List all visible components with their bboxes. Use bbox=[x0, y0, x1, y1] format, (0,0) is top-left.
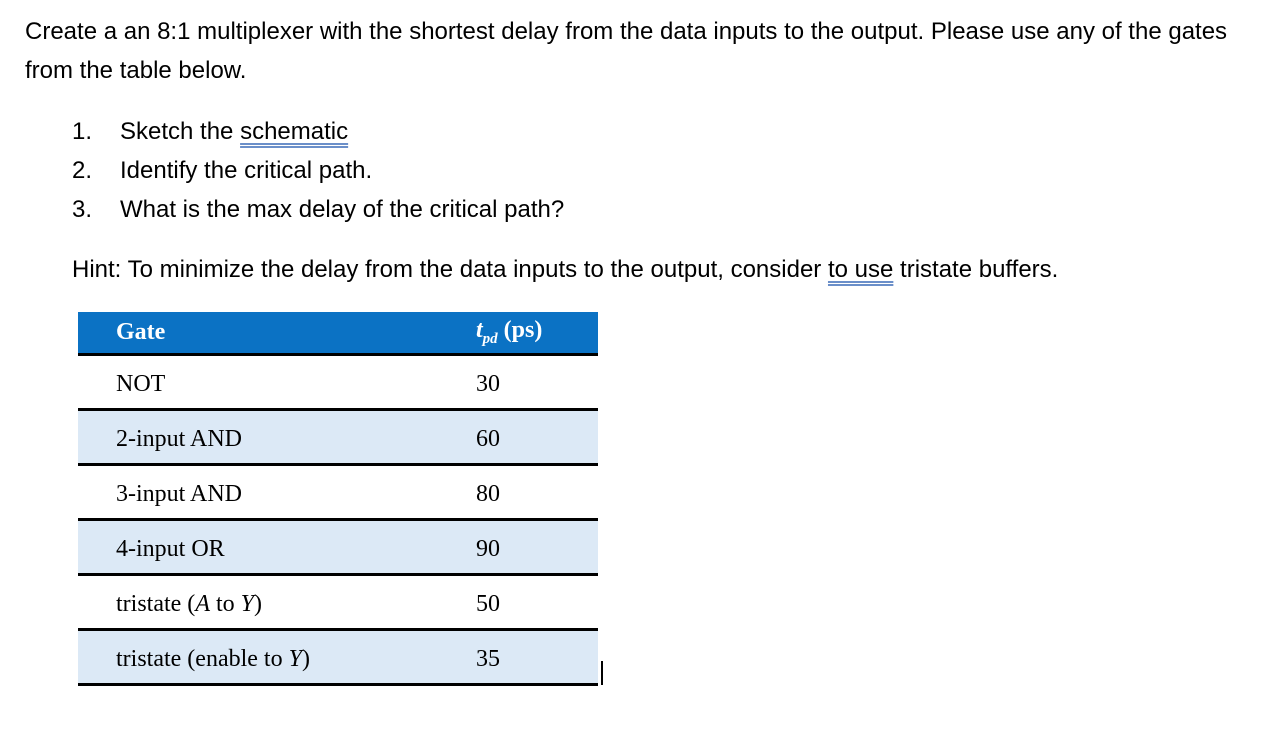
delay-cell: 60 bbox=[476, 425, 500, 452]
list-item bbox=[72, 114, 564, 153]
gate-text-close: ) bbox=[301, 645, 310, 672]
table-row bbox=[78, 356, 598, 411]
gate-delay-table bbox=[78, 312, 598, 686]
gate-text: tristate ( bbox=[116, 590, 196, 617]
gate-text-to: to bbox=[209, 590, 241, 617]
gate-text: tristate (enable to bbox=[116, 645, 289, 672]
table-row bbox=[78, 631, 598, 686]
gate-cell: 3-input AND bbox=[116, 480, 242, 507]
table-header bbox=[78, 312, 598, 356]
list-number: 2. bbox=[72, 157, 93, 184]
tpd-subscript: pd bbox=[482, 330, 498, 347]
to-use-link[interactable]: to use bbox=[827, 256, 894, 283]
gate-cell: 4-input OR bbox=[116, 535, 225, 562]
gate-input-a: A bbox=[195, 590, 210, 617]
hint-post: tristate buffers. bbox=[893, 256, 1059, 283]
gate-cell: 2-input AND bbox=[116, 425, 242, 452]
task-list bbox=[72, 114, 564, 231]
list-item bbox=[72, 192, 564, 231]
tpd-symbol: t bbox=[476, 317, 483, 344]
hint-pre: Hint: To minimize the delay from the data inputs to the output, consider bbox=[72, 256, 828, 283]
header-delay bbox=[438, 317, 542, 348]
hint-text bbox=[72, 253, 1058, 287]
list-number: 1. bbox=[72, 118, 93, 145]
table-row bbox=[78, 466, 598, 521]
list-text: Identify the critical path. bbox=[120, 157, 373, 184]
list-number: 3. bbox=[72, 196, 93, 223]
tpd-unit: (ps) bbox=[503, 317, 543, 344]
gate-output-y: Y bbox=[240, 590, 255, 617]
gate-output-y: Y bbox=[288, 645, 302, 672]
table-row bbox=[78, 576, 598, 631]
table-row bbox=[78, 411, 598, 466]
gate-cell bbox=[78, 591, 438, 618]
delay-cell: 50 bbox=[476, 590, 500, 617]
delay-cell: 35 bbox=[476, 645, 500, 672]
header-gate: Gate bbox=[116, 319, 166, 345]
schematic-link[interactable]: schematic bbox=[240, 118, 349, 145]
delay-cell: 80 bbox=[476, 480, 500, 507]
table-row bbox=[78, 521, 598, 576]
delay-cell: 30 bbox=[476, 370, 500, 397]
gate-cell: NOT bbox=[116, 370, 166, 397]
problem-statement: Create a an 8:1 multiplexer with the shortest delay from the data inputs to the output. Please use any of the gates from the table below. bbox=[25, 18, 1228, 84]
gate-text-close: ) bbox=[254, 590, 263, 617]
list-item bbox=[72, 153, 564, 192]
text-cursor bbox=[601, 661, 603, 685]
list-text: What is the max delay of the critical path? bbox=[120, 196, 565, 223]
gate-cell bbox=[78, 646, 438, 673]
delay-cell: 90 bbox=[476, 535, 500, 562]
list-text: Sketch the bbox=[120, 118, 241, 145]
